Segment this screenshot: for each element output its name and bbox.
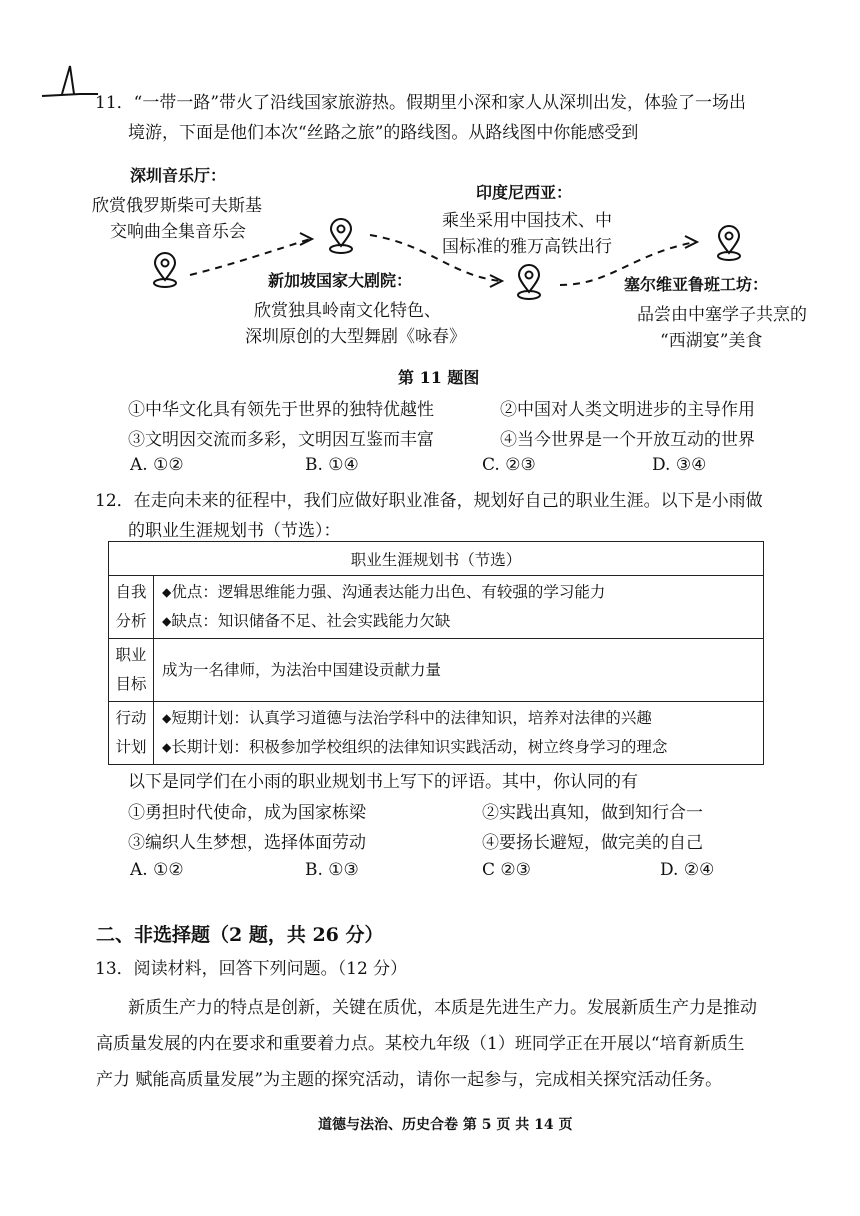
statement: ②实践出真知，做到知行合一	[482, 803, 703, 823]
option-d: D. ②④	[660, 860, 715, 880]
q13-paragraph-line: 高质量发展的内在要求和重要着力点。某校九年级（1）班同学正在开展以“培育新质生	[96, 1034, 745, 1054]
stop-line: 欣赏独具岭南文化特色、	[254, 301, 441, 321]
q11-stem-line1: 11．“一带一路”带火了沿线国家旅游热。假期里小深和家人从深圳出发，体验了一场出	[95, 93, 747, 113]
q13-paragraph-line: 产力 赋能高质量发展”为主题的探究活动，请你一起参与，完成相关探究活动任务。	[96, 1070, 723, 1090]
stop-title: 塞尔维亚鲁班工坊：	[624, 275, 769, 294]
statement: ①勇担时代使命，成为国家栋梁	[128, 803, 366, 823]
career-plan-table	[108, 541, 764, 765]
row-label: 目标	[115, 675, 147, 693]
table-row	[109, 639, 764, 702]
row-text: ◆短期计划：认真学习道德与法治学科中的法律知识，培养对法律的兴趣	[162, 709, 652, 727]
stop-line: 品尝由中塞学子共烹的	[637, 305, 807, 325]
pen-mark-icon	[40, 60, 100, 100]
stop-line: 深圳原创的大型舞剧《咏春》	[245, 327, 466, 347]
option-c: C ②③	[482, 860, 531, 880]
stop-title: 印度尼西亚：	[476, 183, 573, 202]
q13-paragraph-line: 新质生产力的特点是创新，关键在质优，本质是先进生产力。发展新质生产力是推动	[128, 998, 757, 1018]
q12-stem-line1: 12．在走向未来的征程中，我们应做好职业准备，规划好自己的职业生涯。以下是小雨做	[95, 491, 763, 511]
stop-title: 深圳音乐厅：	[130, 166, 227, 185]
row-text: ◆缺点：知识储备不足、社会实践能力欠缺	[162, 612, 451, 630]
stop-line: 交响曲全集音乐会	[110, 222, 246, 242]
row-label: 计划	[115, 738, 147, 756]
stop-line: 欣赏俄罗斯柴可夫斯基	[92, 196, 262, 216]
option-c: C. ②③	[482, 455, 536, 475]
figure-caption: 第 11 题图	[398, 368, 480, 387]
stop-line: “西湖宴”美食	[660, 331, 763, 351]
option-a: A. ①②	[130, 455, 184, 475]
row-label: 分析	[115, 612, 147, 630]
row-label: 行动	[115, 709, 147, 727]
q12-stem-line2: 的职业生涯规划书（节选）：	[128, 521, 341, 541]
table-row	[109, 576, 764, 639]
option-a: A. ①②	[130, 860, 184, 880]
q11-stem-line2: 境游，下面是他们本次“丝路之旅”的路线图。从路线图中你能感受到	[128, 123, 639, 143]
option-d: D. ③④	[652, 455, 707, 475]
row-label: 自我	[115, 583, 147, 601]
statement: ③文明因交流而多彩，文明因互鉴而丰富	[128, 430, 434, 450]
table-row	[109, 702, 764, 765]
page-footer: 道德与法治、历史合卷 第 5 页 共 14 页	[318, 1117, 573, 1133]
table-header: 职业生涯规划书（节选）	[109, 542, 764, 576]
row-label: 职业	[115, 646, 147, 664]
statement: ②中国对人类文明进步的主导作用	[500, 400, 755, 420]
location-pin-icon	[512, 264, 546, 302]
statement: ③编织人生梦想，选择体面劳动	[128, 833, 366, 853]
stop-line: 乘坐采用中国技术、中	[442, 211, 612, 231]
row-text: 成为一名律师，为法治中国建设贡献力量	[162, 660, 442, 679]
stop-line: 国标准的雅万高铁出行	[442, 237, 612, 257]
location-pin-icon	[712, 225, 746, 263]
statement: ④要扬长避短，做完美的自己	[482, 833, 703, 853]
section-title: 二、非选择题（2 题，共 26 分）	[96, 924, 384, 946]
option-b: B. ①④	[305, 455, 359, 475]
q13-stem: 13．阅读材料，回答下列问题。（12 分）	[95, 959, 408, 979]
location-pin-icon	[324, 218, 358, 256]
statement: ④当今世界是一个开放互动的世界	[500, 430, 755, 450]
row-text: ◆长期计划：积极参加学校组织的法律知识实践活动，树立终身学习的理念	[162, 738, 668, 756]
location-pin-icon	[148, 252, 182, 290]
statement: ①中华文化具有领先于世界的独特优越性	[128, 400, 434, 420]
option-b: B. ①③	[305, 860, 359, 880]
q12-question: 以下是同学们在小雨的职业规划书上写下的评语。其中，你认同的有	[128, 772, 638, 792]
row-text: ◆优点：逻辑思维能力强、沟通表达能力出色、有较强的学习能力	[162, 583, 606, 601]
stop-title: 新加坡国家大剧院：	[268, 271, 413, 290]
